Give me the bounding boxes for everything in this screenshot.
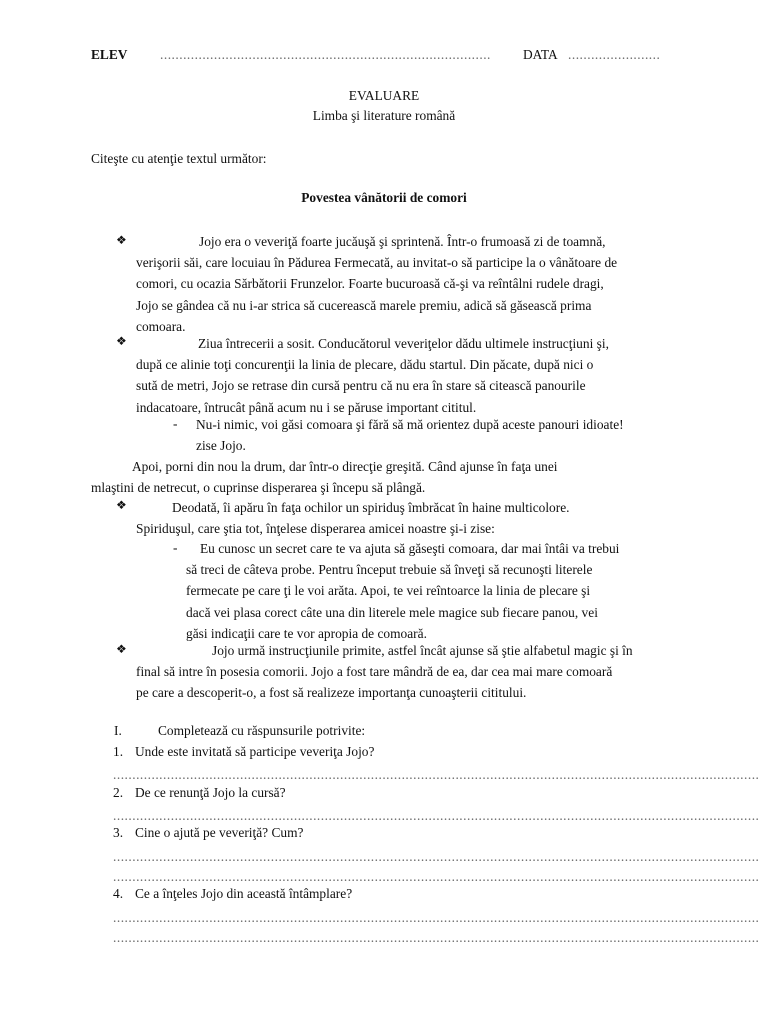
bullet-icon: ❖ <box>116 233 127 247</box>
text-line: comori, cu ocazia Sărbătorii Frunzelor. Foarte bucuroasă că-şi va reîntâlni rudele dragi, <box>136 276 604 292</box>
question-number: 2. <box>113 785 124 800</box>
text-line: Eu cunosc un secret care te va ajuta să găseşti comoara, dar mai întâi va trebui <box>200 541 620 556</box>
answer-line[interactable]: ........................................................................................................................................................................ <box>113 767 760 782</box>
dialogue-2 <box>186 538 619 644</box>
text-line: Jojo se gândea că nu i-ar strica să cucerească marele premiu, adică să găsească prima <box>136 297 592 313</box>
bullet-icon: ❖ <box>116 498 127 512</box>
bullet-icon: ❖ <box>116 642 127 656</box>
text-line: Nu-i nimic, voi găsi comoara şi fără să mă orientez după aceste panouri idioate! <box>196 417 624 432</box>
dialogue-dash: - <box>173 540 178 555</box>
answer-line[interactable]: ........................................................................................................................................................................ <box>113 930 760 945</box>
text-line: să treci de câteva probe. Pentru început trebuie să înveţi să recunoşti literele <box>186 562 593 578</box>
text-line: Ziua întrecerii a sosit. Conducătorul veveriţelor dădu ultimele instrucţiuni şi, <box>198 336 609 351</box>
text-line: zise Jojo. <box>196 438 246 454</box>
answer-line[interactable]: ........................................................................................................................................................................ <box>113 808 760 823</box>
instruction-text: Citeşte cu atenţie textul următor: <box>91 151 267 166</box>
text-line: indacatoare, întrucât până acum nu i se păruse important cititul. <box>136 399 477 415</box>
story-paragraph-4 <box>136 497 570 539</box>
story-paragraph-2 <box>136 333 609 418</box>
question-text: Unde este invitată să participe veveriţa Jojo? <box>135 744 375 759</box>
answer-line[interactable]: ........................................................................................................................................................................ <box>113 910 760 925</box>
story-title: Povestea vânătorii de comori <box>301 190 467 205</box>
text-line: dacă vei plasa corect câte una din literele mele magice sub fiecare panou, vei <box>186 604 598 620</box>
page-subtitle: Limba şi literature română <box>312 108 456 123</box>
date-field[interactable]: ........................ <box>568 47 661 62</box>
question-text: De ce renunţă Jojo la cursă? <box>135 785 286 800</box>
text-line: comoara. <box>136 318 186 334</box>
text-line: Jojo urmă instrucţiunile primite, astfel încât ajunse să ştie alfabetul magic şi în <box>212 643 633 658</box>
text-line: Apoi, porni din nou la drum, dar într-o direcţie greşită. Când ajunse în faţa unei <box>132 459 558 474</box>
question-number: 4. <box>113 886 124 901</box>
dialogue-dash: - <box>173 416 178 431</box>
text-line: final să intre în posesia comorii. Jojo a fost tare mândră de ea, dar cea mai mare comoară <box>136 664 613 680</box>
page-title: EVALUARE <box>348 88 420 103</box>
story-paragraph-1 <box>136 231 617 337</box>
bullet-icon: ❖ <box>116 334 127 348</box>
question-text: Cine o ajută pe veveriţă? Cum? <box>135 825 304 840</box>
text-line: după ce alinie toţi concurenţii la linia de plecare, dădu startul. Din păcate, după nici o <box>136 357 594 373</box>
story-paragraph-3 <box>91 456 558 498</box>
answer-line[interactable]: ........................................................................................................................................................................ <box>113 849 760 864</box>
story-paragraph-5 <box>136 640 633 704</box>
section-heading: Completează cu răspunsurile potrivite: <box>158 723 366 738</box>
answer-line[interactable]: ........................................................................................................................................................................ <box>113 869 760 884</box>
section-numeral: I. <box>114 723 122 738</box>
text-line: verişorii săi, care locuiau în Pădurea Fermecată, au invitat-o să participe la o vânătoare de <box>136 255 618 271</box>
question-number: 3. <box>113 825 124 840</box>
text-line: fermecate pe care ţi le voi arăta. Apoi, te vei reîntoarce la linia de plecare şi <box>186 583 591 599</box>
text-line: găsi indicaţii care te vor apropia de comoară. <box>186 625 427 641</box>
text-line: Spiriduşul, care ştia tot, înţelese disperarea amicei noastre şi-i zise: <box>136 521 495 537</box>
text-line: Jojo era o veveriţă foarte jucăuşă şi sprintenă. Într-o frumoasă zi de toamnă, <box>199 234 606 249</box>
text-line: sută de metri, Jojo se retrase din cursă pentru că nu era în stare să citească panourile <box>136 378 586 394</box>
student-label: ELEV <box>91 47 128 62</box>
student-name-field[interactable]: ...................................................................................... <box>160 47 491 62</box>
text-line: Deodată, îi apăru în faţa ochilor un spiriduş îmbrăcat în haine multicolore. <box>172 500 570 515</box>
dialogue-1 <box>196 414 624 456</box>
question-number: 1. <box>113 744 124 759</box>
text-line: mlaştini de netrecut, o cuprinse disperarea şi începu să plângă. <box>91 480 426 496</box>
date-label: DATA <box>523 47 558 62</box>
question-text: Ce a înţeles Jojo din această întâmplare? <box>135 886 353 901</box>
text-line: pe care a descoperit-o, a fost să realizeze importanţa cunoaşterii cititului. <box>136 685 527 701</box>
